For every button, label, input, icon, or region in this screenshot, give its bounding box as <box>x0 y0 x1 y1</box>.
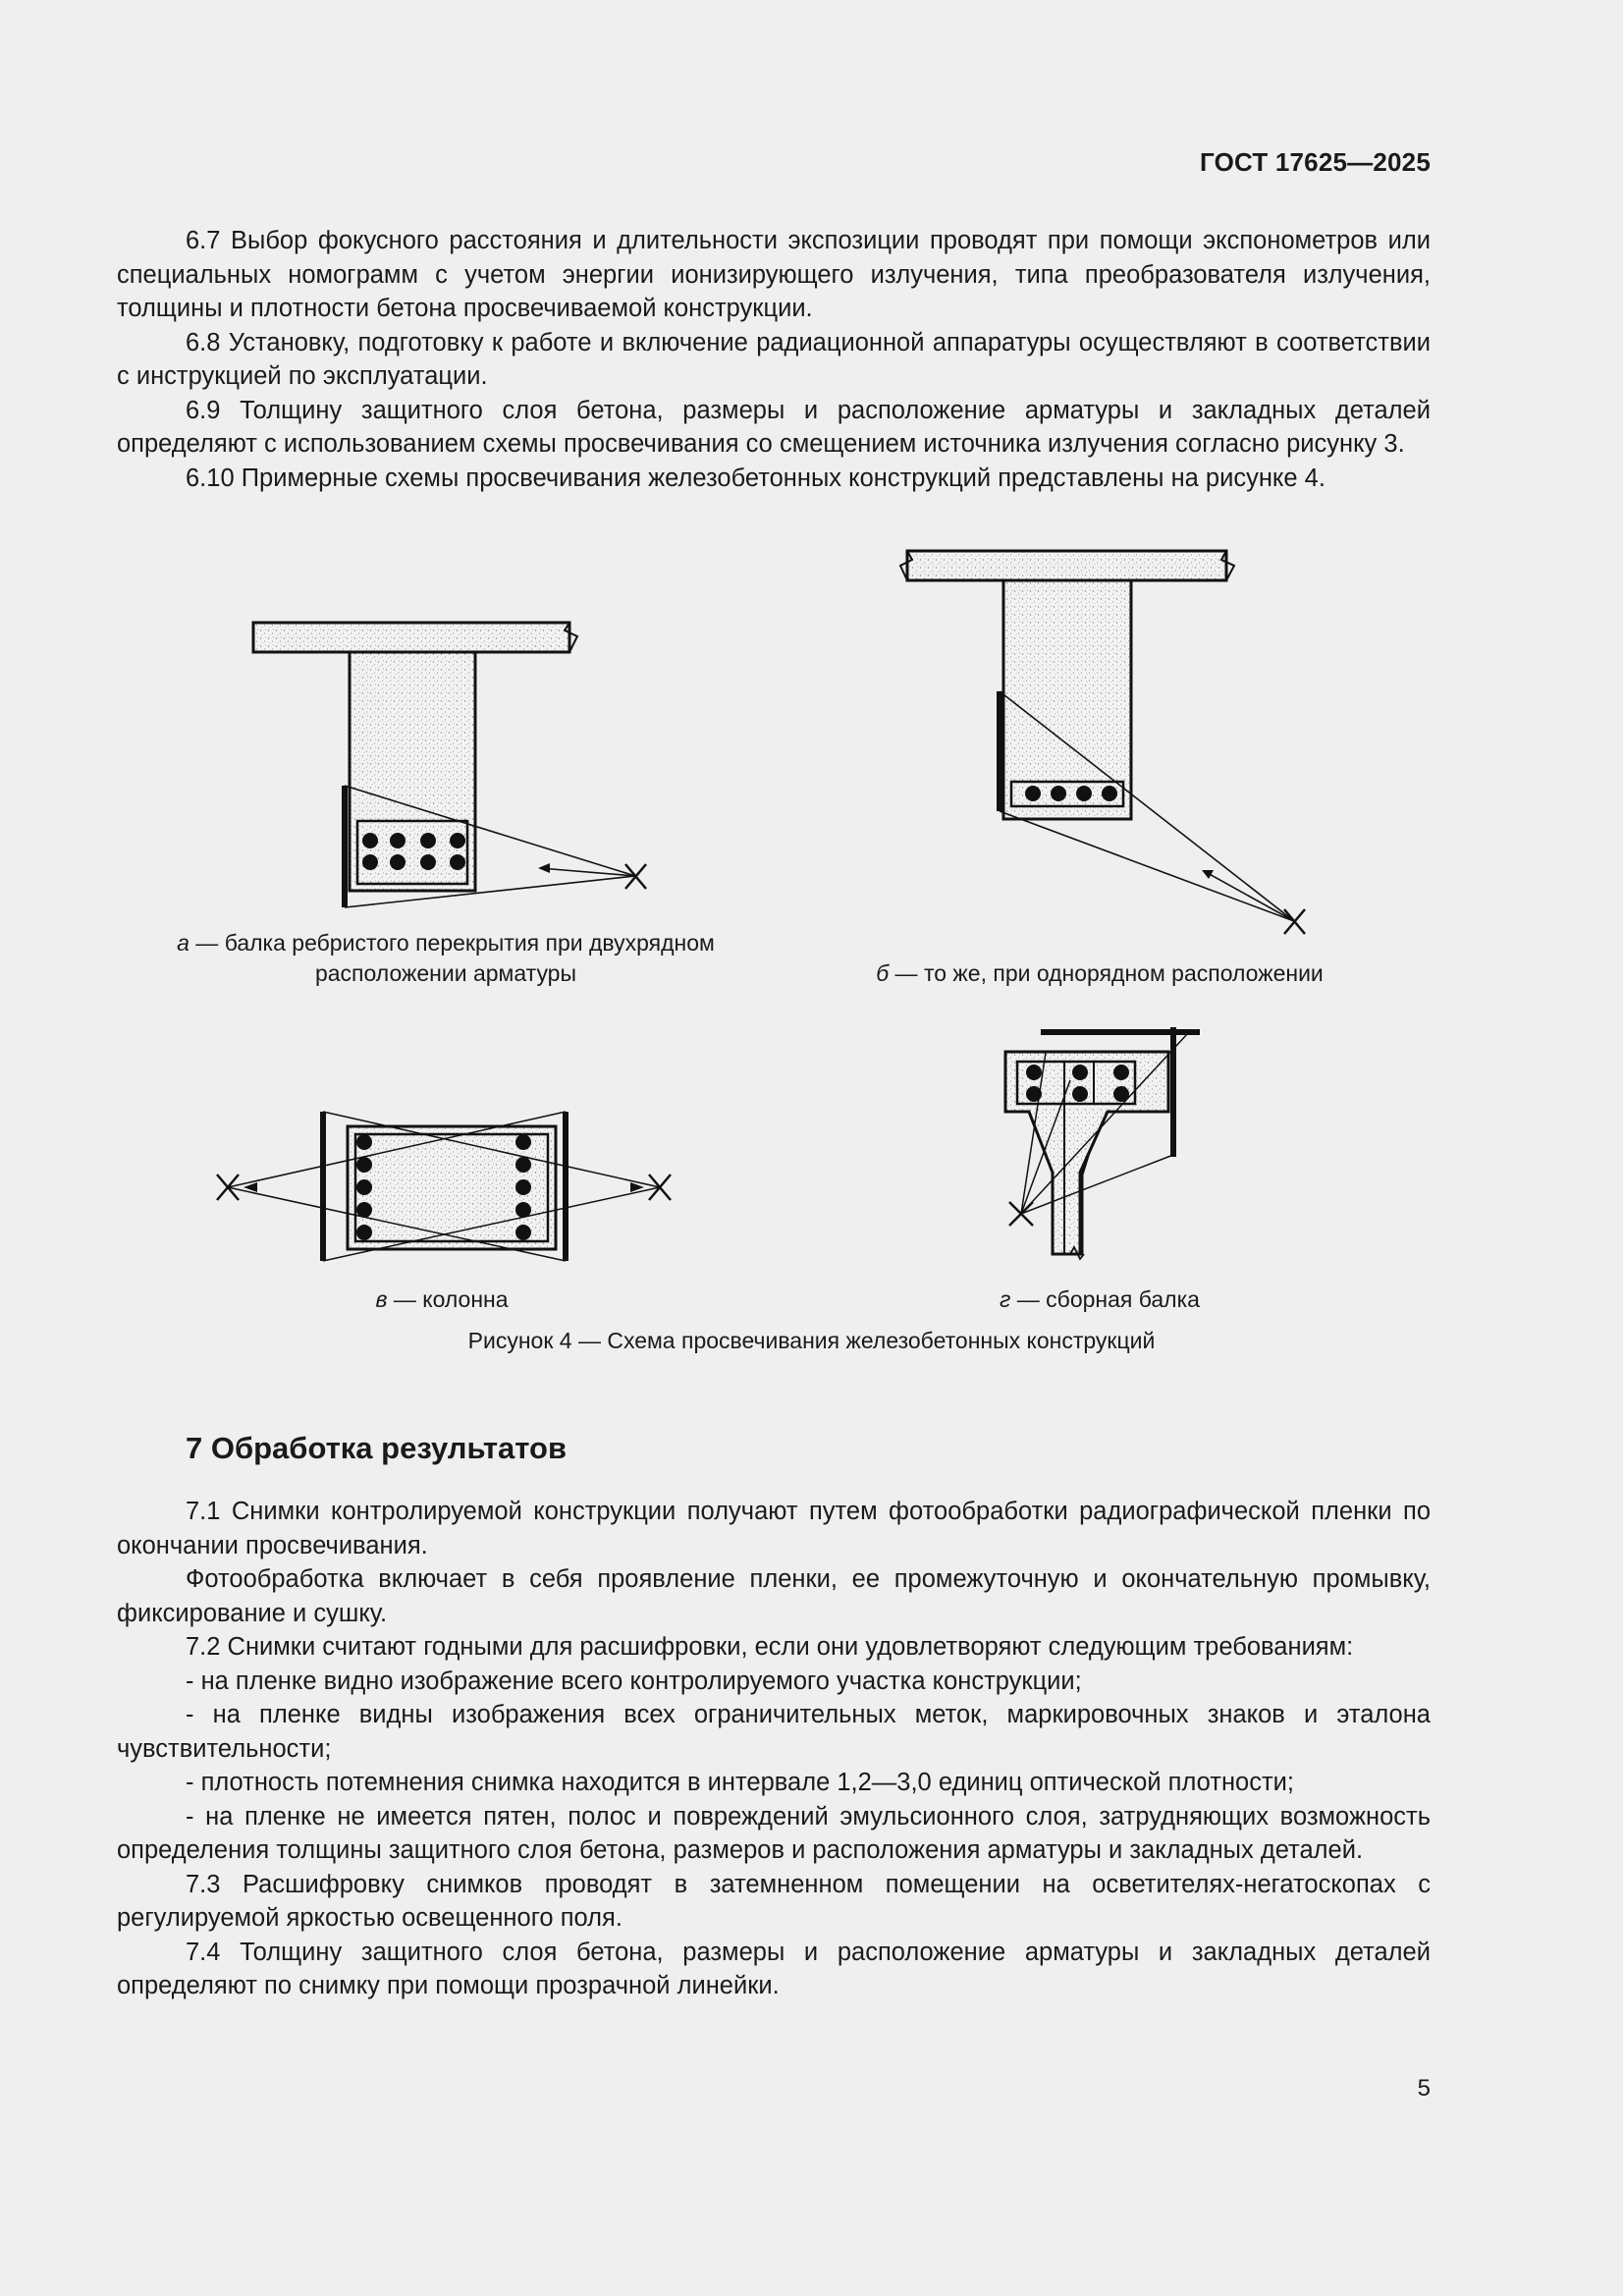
list-item: - плотность потемнения снимка находится в интервале 1,2—3,0 единиц оптической плотности; <box>186 1769 1294 1796</box>
rebar-dot <box>515 1225 531 1240</box>
rebar-dot <box>390 833 406 848</box>
page-number: 5 <box>1417 2075 1431 2102</box>
caption-b <box>844 958 1355 989</box>
paragraph-6-7: 6.7 Выбор фокусного расстояния и длительности экспозиции проводят при помощи экспонометров или специальных номограмм с учетом энергии ионизирующего излучения, типа преобразователя излучения, толщины и плотности бетона просвечиваемой конструкции. <box>117 227 1431 322</box>
paragraph-7-3: 7.3 Расшифровку снимков проводят в затемненном помещении на осветителях-негатоскопах с регулируемой яркостью освещенного поля. <box>117 1870 1431 1932</box>
rebar-dot <box>362 833 378 848</box>
drawing-a-ribbed-beam <box>253 623 646 907</box>
paragraph-6-8: 6.8 Установку, подготовку к работе и включение радиационной аппаратуры осуществляют в соответствии с инструкцией по эксплуатации. <box>117 328 1431 390</box>
standard-code: ГОСТ 17625—2025 <box>1200 147 1431 177</box>
rebar-dot <box>390 854 406 870</box>
rebar-dot <box>362 854 378 870</box>
rebar-dot <box>420 833 436 848</box>
section-7-heading: 7 Обработка результатов <box>186 1431 568 1465</box>
rebar-dot <box>1051 786 1066 801</box>
caption-g-letter: г <box>1000 1286 1011 1312</box>
paragraph-7-1: 7.1 Снимки контролируемой конструкции получают путем фотообработки радиографической пленки по окончании просвечивания. <box>117 1498 1431 1559</box>
paragraph-6-9: 6.9 Толщину защитного слоя бетона, размеры и расположение арматуры и закладных деталей определяют с использованием схемы просвечивания со смещением источника излучения согласно рисунку 3. <box>117 396 1431 458</box>
rebar-dot <box>356 1225 372 1240</box>
section7-text <box>117 1495 1431 2003</box>
rebar-dot <box>1102 786 1117 801</box>
rebar-dot <box>450 854 465 870</box>
rebar-dot <box>356 1134 372 1150</box>
rebar-dot <box>356 1157 372 1173</box>
caption-a-line2: расположении арматуры <box>314 960 577 986</box>
rebar-dot <box>450 833 465 848</box>
rebar-dot <box>420 854 436 870</box>
caption-g-text: — сборная балка <box>1010 1286 1200 1312</box>
drawing-v-column <box>217 1112 671 1261</box>
rebar-dot <box>515 1134 531 1150</box>
list-item: - на пленке видны изображения всех ограничительных меток, маркировочных знаков и эталона чувствительности; <box>117 1701 1431 1763</box>
list-item: - на пленке видно изображение всего контролируемого участка конструкции; <box>186 1667 1082 1695</box>
list-item: - на пленке не имеется пятен, полос и повреждений эмульсионного слоя, затрудняющих возможность определения толщины защитного слоя бетона, размеров и расположения арматуры и закладных деталей. <box>117 1802 1431 1864</box>
rebar-dot <box>515 1157 531 1173</box>
rebar-dot <box>1072 1065 1088 1080</box>
drawing-g-precast-beam <box>1005 1027 1200 1259</box>
paragraph-7-4: 7.4 Толщину защитного слоя бетона, размеры и расположение арматуры и закладных деталей определяют по снимку при помощи прозрачной линейки. <box>117 1938 1431 1999</box>
caption-v <box>324 1285 560 1315</box>
caption-a-letter: а <box>177 930 189 956</box>
caption-a-line1: — балка ребристого перекрытия при двухрядном <box>189 930 715 956</box>
caption-v-letter: в <box>375 1286 388 1312</box>
caption-b-letter: б <box>876 960 890 986</box>
paragraph-6-10: 6.10 Примерные схемы просвечивания железобетонных конструкций представлены на рисунке 4. <box>186 464 1325 492</box>
caption-g <box>952 1285 1247 1315</box>
drawing-b-ribbed-beam-single-row <box>900 551 1305 934</box>
rebar-dot <box>1072 1086 1088 1102</box>
caption-v-text: — колонна <box>387 1286 509 1312</box>
figure-title: Рисунок 4 — Схема просвечивания железобетонных конструкций <box>467 1328 1156 1353</box>
rebar-dot <box>356 1179 372 1195</box>
rebar-dot <box>1113 1065 1129 1080</box>
rebar-dot <box>1026 1065 1042 1080</box>
paragraph-7-2: 7.2 Снимки считают годными для расшифровки, если они удовлетворяют следующим требованиям: <box>186 1633 1354 1661</box>
rebar-dot <box>515 1179 531 1195</box>
paragraph-photo-processing: Фотообработка включает в себя проявление пленки, ее промежуточную и окончательную промывку, фиксирование и сушку. <box>117 1565 1431 1627</box>
caption-b-text: — то же, при однорядном расположении <box>889 960 1324 986</box>
rebar-dot <box>1076 786 1092 801</box>
rebar-dot <box>1025 786 1041 801</box>
caption-a <box>147 928 744 989</box>
